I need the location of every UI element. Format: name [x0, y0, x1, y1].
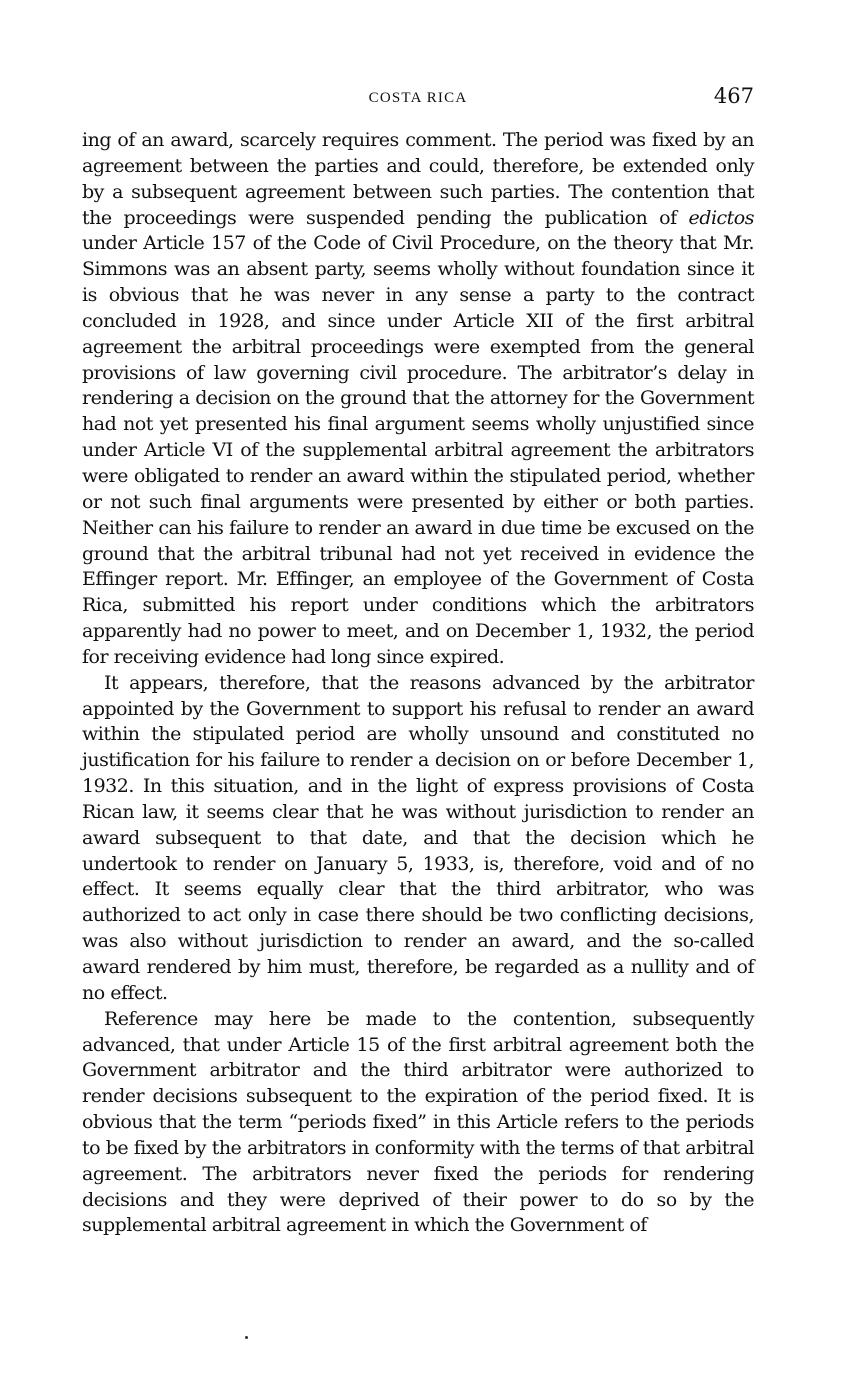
- scan-speck: [245, 1336, 248, 1339]
- paragraph-1-italic-term: edictos: [688, 206, 754, 229]
- running-head: COSTA RICA: [368, 90, 468, 106]
- page-number: 467: [713, 84, 754, 108]
- page-header: [82, 84, 754, 114]
- paragraph-1-text-start: ing of an award, scarcely requires comment. The period was fixed by an agreement between the parties and could, therefore, be extended only by a subsequent agreement between such parties. The contention that the proceedings were suspended pending the publication of: [82, 129, 754, 229]
- paragraph-1: [82, 128, 754, 671]
- body-text: [82, 128, 754, 1239]
- paragraph-1-text-end: under Article 157 of the Code of Civil Procedure, on the theory that Mr. Simmons was an absent party, seems wholly without foundation since it is obvious that he was never in any sense a party to the contract concluded in 1928, and since under Article XII of the first arbitral agreement the arbitral proceedings were exempted from the general provisions of law governing civil procedure. The arbitrator’s delay in rendering a decision on the ground that the attorney for the Government had not yet presented his final argument seems wholly unjustified since under Article VI of the supplemental arbitral agreement the arbitrators were obligated to render an award within the stipulated period, whether or not such final arguments were presented by either or both parties. Neither can his failure to render an award in due time be excused on the ground that the arbitral tribunal had not yet received in evidence the Effinger report. Mr. Effinger, an employee of the Government of Costa Rica, submitted his report under conditions which the arbitrators apparently had no power to meet, and on December 1, 1932, the period for receiving evidence had long since expired.: [82, 232, 754, 668]
- paragraph-2: It appears, therefore, that the reasons advanced by the arbitrator appointed by the Government to support his refusal to render an award within the stipulated period are wholly unsound and constituted no justification for his failure to render a decision on or before December 1, 1932. In this situation, and in the light of express provisions of Costa Rican law, it seems clear that he was without jurisdiction to render an award subsequent to that date, and that the decision which he undertook to render on January 5, 1933, is, therefore, void and of no effect. It seems equally clear that the third arbitrator, who was authorized to act only in case there should be two conflicting decisions, was also without jurisdiction to render an award, and the so-called award rendered by him must, therefore, be regarded as a nullity and of no effect.: [82, 671, 754, 1004]
- paragraph-3: Reference may here be made to the contention, subsequently advanced, that under Article 15 of the first arbitral agreement both the Government arbitrator and the third arbitrator were authorized to render decisions subsequent to the expiration of the period fixed. It is obvious that the term “periods fixed” in this Article refers to the periods to be fixed by the arbitrators in conformity with the terms of that arbitral agreement. The arbitrators never fixed the periods for rendering decisions and they were deprived of their power to do so by the supplemental arbitral agreement in which the Government of: [82, 1007, 754, 1237]
